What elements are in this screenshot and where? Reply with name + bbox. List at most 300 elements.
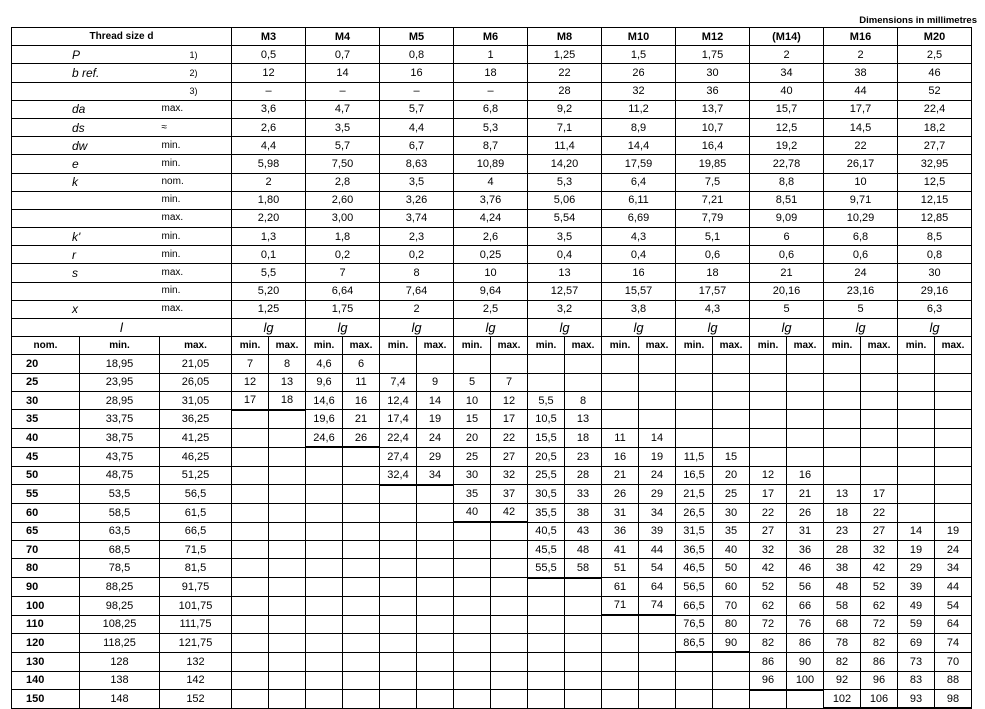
lg-value: 36 (602, 522, 639, 541)
parameter-value: 0,1 (232, 246, 306, 264)
lg-value: 80 (713, 615, 750, 634)
length-min: 33,75 (80, 410, 160, 429)
lg-value: 54 (935, 596, 972, 615)
lg-value: 88 (935, 671, 972, 690)
length-nominal: 150 (12, 690, 80, 709)
lg-value: 11,5 (676, 447, 713, 466)
lg-value: 82 (824, 652, 861, 671)
length-row (12, 559, 972, 578)
parameter-value: 6,8 (454, 100, 528, 118)
parameter-value: 23,16 (824, 282, 898, 300)
lg-value: 14 (417, 391, 454, 410)
lg-empty-cell (491, 559, 528, 578)
lg-value: 9,6 (306, 373, 343, 391)
parameter-value: 7,5 (676, 173, 750, 191)
length-min: 63,5 (80, 522, 160, 541)
lg-value: 24 (639, 466, 676, 485)
lg-empty-cell (343, 634, 380, 653)
length-min: 138 (80, 671, 160, 690)
parameter-row (12, 137, 972, 155)
lg-value: 32,4 (380, 466, 417, 485)
lg-value: 64 (935, 615, 972, 634)
parameter-value: 3,2 (528, 300, 602, 318)
parameter-value: 29,16 (898, 282, 972, 300)
length-min: 28,95 (80, 391, 160, 410)
lg-empty-cell (713, 429, 750, 448)
lg-value: 66 (787, 596, 824, 615)
parameter-value: 10 (824, 173, 898, 191)
parameter-value: 1,75 (306, 300, 380, 318)
lg-value: 32 (750, 541, 787, 559)
lg-empty-cell (565, 373, 602, 391)
lg-value: 13 (565, 410, 602, 429)
nom-header: nom. (12, 337, 80, 355)
parameter-value: – (454, 82, 528, 100)
parameter-value: 10,89 (454, 155, 528, 173)
lg-empty-cell (861, 391, 898, 410)
lg-value: 70 (713, 596, 750, 615)
lg-max-header: max. (861, 337, 898, 355)
lg-empty-cell (676, 690, 713, 709)
parameter-value: 5,20 (232, 282, 306, 300)
lg-empty-cell (935, 485, 972, 504)
parameter-value: 11,4 (528, 137, 602, 155)
lg-empty-cell (787, 355, 824, 373)
parameter-value: 5,1 (676, 228, 750, 246)
parameter-value: 6,4 (602, 173, 676, 191)
lg-empty-cell (750, 690, 787, 709)
lg-empty-cell (269, 485, 306, 504)
l-symbol: l (12, 319, 232, 337)
lg-value: 56 (787, 578, 824, 597)
lg-empty-cell (787, 373, 824, 391)
lg-value: 8 (269, 355, 306, 373)
parameter-value: 1,75 (676, 46, 750, 64)
lg-value: 12 (750, 466, 787, 485)
lg-empty-cell (898, 373, 935, 391)
lg-empty-cell (269, 410, 306, 429)
lg-empty-cell (232, 522, 269, 541)
lg-value: 58 (824, 596, 861, 615)
lg-empty-cell (898, 355, 935, 373)
length-nominal: 40 (12, 429, 80, 448)
lg-value: 71 (602, 596, 639, 615)
lg-value: 69 (898, 634, 935, 653)
parameter-qualifier: max. (160, 100, 232, 118)
lg-min-header: min. (824, 337, 861, 355)
parameter-qualifier: min. (160, 246, 232, 264)
lg-empty-cell (380, 355, 417, 373)
lg-empty-cell (602, 391, 639, 410)
lg-value: 21,5 (676, 485, 713, 504)
lg-value: 26 (343, 429, 380, 448)
lg-empty-cell (454, 578, 491, 597)
parameter-symbol (12, 191, 160, 209)
lg-empty-cell (269, 690, 306, 709)
length-nominal: 45 (12, 447, 80, 466)
length-max: 46,25 (160, 447, 232, 466)
parameter-value: 8,7 (454, 137, 528, 155)
parameter-value: 14,4 (602, 137, 676, 155)
lg-empty-cell (306, 578, 343, 597)
lg-empty-cell (935, 355, 972, 373)
length-row (12, 447, 972, 466)
lg-value: 52 (750, 578, 787, 597)
lg-empty-cell (528, 671, 565, 690)
parameter-value: 18 (454, 64, 528, 82)
lg-symbol: lg (602, 319, 676, 337)
lg-value: 42 (750, 559, 787, 578)
lg-value: 27 (491, 447, 528, 466)
parameter-qualifier: min. (160, 191, 232, 209)
parameter-value: 0,25 (454, 246, 528, 264)
lg-max-header: max. (787, 337, 824, 355)
parameter-value: 36 (676, 82, 750, 100)
lg-value: 44 (639, 541, 676, 559)
parameter-symbol: s (12, 264, 160, 282)
lg-empty-cell (602, 671, 639, 690)
lg-value: 14 (898, 522, 935, 541)
lg-empty-cell (528, 373, 565, 391)
lg-empty-cell (232, 485, 269, 504)
parameter-value: 1,5 (602, 46, 676, 64)
lg-value: 21 (343, 410, 380, 429)
lg-empty-cell (935, 503, 972, 522)
lg-value: 82 (750, 634, 787, 653)
parameter-value: 0,7 (306, 46, 380, 64)
parameter-value: 4,7 (306, 100, 380, 118)
length-row (12, 355, 972, 373)
parameter-value: 8 (380, 264, 454, 282)
parameter-value: 17,59 (602, 155, 676, 173)
lg-value: 83 (898, 671, 935, 690)
lg-value: 90 (713, 634, 750, 653)
lg-value: 9 (417, 373, 454, 391)
lg-value: 26 (602, 485, 639, 504)
parameter-value: 12,5 (898, 173, 972, 191)
parameter-row (12, 209, 972, 227)
parameter-value: 7 (306, 264, 380, 282)
parameter-value: 2,5 (454, 300, 528, 318)
lg-value: 18 (269, 391, 306, 410)
lg-max-header: max. (639, 337, 676, 355)
parameter-value: 0,8 (898, 246, 972, 264)
lg-empty-cell (491, 578, 528, 597)
parameter-value: 2,5 (898, 46, 972, 64)
parameter-symbol (12, 209, 160, 227)
lg-value: 6 (343, 355, 380, 373)
lg-value: 76,5 (676, 615, 713, 634)
lg-value: 46 (787, 559, 824, 578)
lg-empty-cell (343, 690, 380, 709)
lg-max-header: max. (935, 337, 972, 355)
lg-value: 61 (602, 578, 639, 597)
lg-value: 14 (639, 429, 676, 448)
parameter-qualifier: max. (160, 209, 232, 227)
parameter-value: 21 (750, 264, 824, 282)
parameter-row (12, 264, 972, 282)
parameter-qualifier: min. (160, 137, 232, 155)
length-nominal: 65 (12, 522, 80, 541)
parameter-value: 17,57 (676, 282, 750, 300)
length-row (12, 522, 972, 541)
lg-min-header: min. (898, 337, 935, 355)
parameter-value: 6,8 (824, 228, 898, 246)
parameter-value: 3,26 (380, 191, 454, 209)
lg-empty-cell (417, 355, 454, 373)
parameter-qualifier: min. (160, 155, 232, 173)
length-min: 118,25 (80, 634, 160, 653)
lg-empty-cell (639, 615, 676, 634)
parameter-value: 0,6 (676, 246, 750, 264)
parameter-symbol: x (12, 300, 160, 318)
parameter-value: 5,7 (380, 100, 454, 118)
parameter-value: 15,57 (602, 282, 676, 300)
lg-value: 73 (898, 652, 935, 671)
lg-empty-cell (232, 541, 269, 559)
lg-value: 16 (602, 447, 639, 466)
parameter-value: 8,8 (750, 173, 824, 191)
lg-empty-cell (491, 522, 528, 541)
lg-empty-cell (269, 596, 306, 615)
length-row (12, 391, 972, 410)
parameter-symbol: r (12, 246, 160, 264)
lg-max-header: max. (269, 337, 306, 355)
lg-empty-cell (750, 373, 787, 391)
lg-empty-cell (565, 652, 602, 671)
length-min: 88,25 (80, 578, 160, 597)
parameter-value: 0,2 (306, 246, 380, 264)
length-max: 51,25 (160, 466, 232, 485)
parameter-value: 40 (750, 82, 824, 100)
lg-value: 22 (750, 503, 787, 522)
parameter-value: 4 (454, 173, 528, 191)
lg-empty-cell (306, 522, 343, 541)
lg-empty-cell (232, 503, 269, 522)
length-max: 21,05 (160, 355, 232, 373)
lg-value: 106 (861, 690, 898, 709)
lg-empty-cell (676, 391, 713, 410)
lg-empty-cell (676, 671, 713, 690)
parameter-value: 5,7 (306, 137, 380, 155)
lg-value: 5 (454, 373, 491, 391)
lg-empty-cell (824, 429, 861, 448)
thread-size-4: M8 (528, 28, 602, 46)
lg-value: 86 (787, 634, 824, 653)
lg-value: 12 (491, 391, 528, 410)
lg-empty-cell (935, 373, 972, 391)
lg-min-header: min. (306, 337, 343, 355)
lg-empty-cell (491, 634, 528, 653)
thread-size-title: Thread size d (12, 28, 232, 46)
parameter-value: 0,6 (750, 246, 824, 264)
parameter-value: 8,5 (898, 228, 972, 246)
lg-empty-cell (454, 671, 491, 690)
lg-symbol: lg (676, 319, 750, 337)
lg-empty-cell (454, 652, 491, 671)
lg-empty-cell (824, 355, 861, 373)
lg-value: 21 (787, 485, 824, 504)
lg-max-header: max. (343, 337, 380, 355)
lg-symbol: lg (232, 319, 306, 337)
parameter-value: 2,20 (232, 209, 306, 227)
lg-value: 59 (898, 615, 935, 634)
lg-value: 27 (750, 522, 787, 541)
length-nominal: 50 (12, 466, 80, 485)
lg-value: 10,5 (528, 410, 565, 429)
length-max: 31,05 (160, 391, 232, 410)
lg-value: 40,5 (528, 522, 565, 541)
lg-empty-cell (454, 690, 491, 709)
lg-value: 27,4 (380, 447, 417, 466)
lg-value: 46,5 (676, 559, 713, 578)
lg-empty-cell (306, 559, 343, 578)
lg-empty-cell (676, 652, 713, 671)
lg-value: 30,5 (528, 485, 565, 504)
lg-value: 40 (713, 541, 750, 559)
lg-empty-cell (639, 391, 676, 410)
parameter-value: 12 (232, 64, 306, 82)
lg-empty-cell (528, 690, 565, 709)
lg-empty-cell (565, 634, 602, 653)
parameter-value: 7,21 (676, 191, 750, 209)
lg-empty-cell (232, 410, 269, 429)
lg-empty-cell (454, 522, 491, 541)
length-nominal: 70 (12, 541, 80, 559)
parameter-value: 3,74 (380, 209, 454, 227)
lg-empty-cell (269, 634, 306, 653)
lg-value: 21 (602, 466, 639, 485)
parameter-value: 38 (824, 64, 898, 82)
parameter-value: 14,5 (824, 118, 898, 136)
parameter-value: 20,16 (750, 282, 824, 300)
lg-empty-cell (935, 447, 972, 466)
lg-empty-cell (306, 541, 343, 559)
parameter-row (12, 100, 972, 118)
lg-value: 62 (750, 596, 787, 615)
lg-empty-cell (343, 447, 380, 466)
lg-empty-cell (269, 541, 306, 559)
parameter-qualifier: 2) (160, 64, 232, 82)
length-max: 142 (160, 671, 232, 690)
lg-value: 4,6 (306, 355, 343, 373)
parameter-value: – (232, 82, 306, 100)
lg-value: 7,4 (380, 373, 417, 391)
lg-empty-cell (269, 559, 306, 578)
parameter-value: 22,4 (898, 100, 972, 118)
parameter-value: – (306, 82, 380, 100)
length-max: 91,75 (160, 578, 232, 597)
lg-empty-cell (861, 410, 898, 429)
parameter-qualifier: ≈ (160, 118, 232, 136)
lg-value: 68 (824, 615, 861, 634)
parameter-value: 44 (824, 82, 898, 100)
length-max: 121,75 (160, 634, 232, 653)
lg-max-header: max. (491, 337, 528, 355)
lg-empty-cell (306, 690, 343, 709)
lg-empty-cell (824, 373, 861, 391)
lg-empty-cell (750, 355, 787, 373)
parameter-value: 4,3 (676, 300, 750, 318)
lg-value: 37 (491, 485, 528, 504)
lg-empty-cell (343, 466, 380, 485)
lg-empty-cell (713, 690, 750, 709)
length-min: 43,75 (80, 447, 160, 466)
lg-empty-cell (232, 652, 269, 671)
lg-empty-cell (935, 466, 972, 485)
parameter-value: 5,54 (528, 209, 602, 227)
lg-empty-cell (639, 671, 676, 690)
lg-empty-cell (417, 485, 454, 504)
lg-empty-cell (306, 447, 343, 466)
length-nominal: 20 (12, 355, 80, 373)
lg-empty-cell (343, 559, 380, 578)
lg-value: 76 (787, 615, 824, 634)
lg-empty-cell (380, 485, 417, 504)
parameter-value: 1,3 (232, 228, 306, 246)
parameter-row (12, 46, 972, 64)
units-caption: Dimensions in millimetres (859, 15, 977, 26)
lg-empty-cell (343, 652, 380, 671)
thread-size-header-row (12, 28, 972, 46)
lg-value: 86 (750, 652, 787, 671)
lg-empty-cell (491, 671, 528, 690)
parameter-value: 1,8 (306, 228, 380, 246)
lg-empty-cell (343, 578, 380, 597)
lg-value: 96 (861, 671, 898, 690)
lg-empty-cell (491, 690, 528, 709)
parameter-symbol: P (12, 46, 160, 64)
lg-empty-cell (491, 355, 528, 373)
lg-empty-cell (602, 355, 639, 373)
lg-empty-cell (787, 410, 824, 429)
parameter-value: 7,50 (306, 155, 380, 173)
parameter-value: 3,00 (306, 209, 380, 227)
lg-empty-cell (565, 671, 602, 690)
lg-empty-cell (565, 355, 602, 373)
length-max: 71,5 (160, 541, 232, 559)
lg-empty-cell (417, 503, 454, 522)
parameter-qualifier: min. (160, 228, 232, 246)
lg-empty-cell (269, 447, 306, 466)
lg-value: 14,6 (306, 391, 343, 410)
lg-empty-cell (306, 503, 343, 522)
parameter-row (12, 82, 972, 100)
parameter-value: 2 (380, 300, 454, 318)
parameter-qualifier: min. (160, 282, 232, 300)
parameter-value: 2 (824, 46, 898, 64)
parameter-value: 5,5 (232, 264, 306, 282)
parameter-value: 2,60 (306, 191, 380, 209)
lg-value: 19 (639, 447, 676, 466)
parameter-value: 16 (380, 64, 454, 82)
lg-empty-cell (417, 615, 454, 634)
lg-value: 74 (639, 596, 676, 615)
lg-value: 30 (713, 503, 750, 522)
lg-value: 38 (824, 559, 861, 578)
parameter-value: 1,80 (232, 191, 306, 209)
length-min: 148 (80, 690, 160, 709)
parameter-value: 5,06 (528, 191, 602, 209)
lg-value: 62 (861, 596, 898, 615)
length-max: 111,75 (160, 615, 232, 634)
lg-empty-cell (602, 690, 639, 709)
parameter-value: 0,4 (602, 246, 676, 264)
lg-value: 96 (750, 671, 787, 690)
lg-empty-cell (306, 652, 343, 671)
lg-value: 18 (824, 503, 861, 522)
parameter-value: 0,4 (528, 246, 602, 264)
